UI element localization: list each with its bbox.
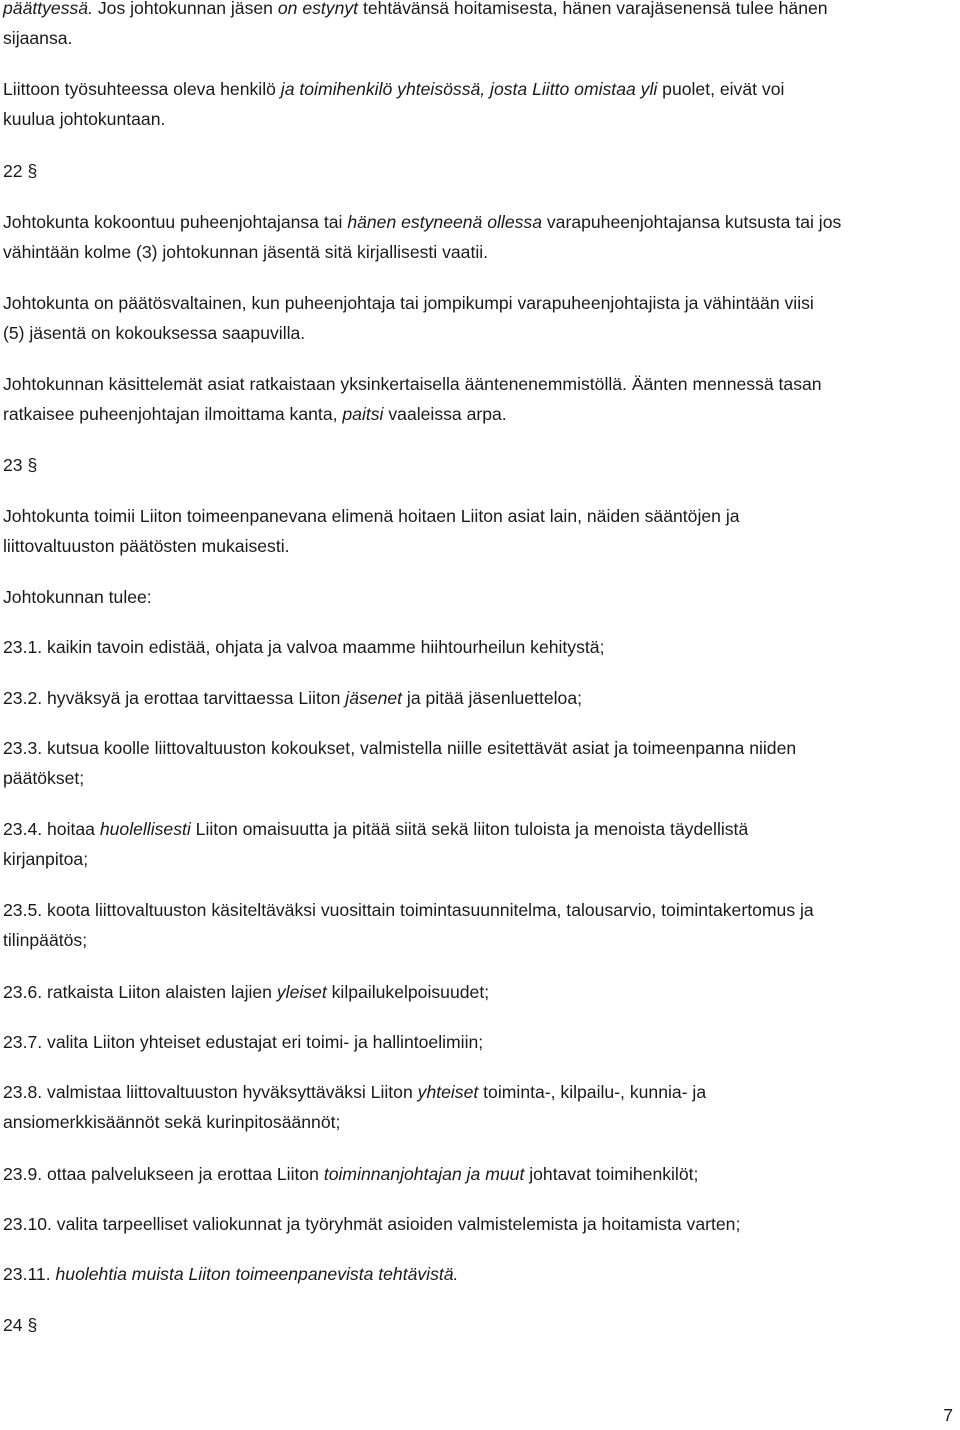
paragraph-quorum: Johtokunta on päätösvaltainen, kun puheenjohtaja tai jompikumpi varapuheenjohtajista ja vähintään viisi (5) jäsentä on kokouksessa saapuvilla. xyxy=(3,293,814,343)
list-item-23-5: 23.5. koota liittovaltuuston käsiteltäväksi vuosittain toimintasuunnitelma, talousarvio, toimintakertomus ja tilinpäätös; xyxy=(3,900,814,950)
list-item-23-7: 23.7. valita Liiton yhteiset edustajat eri toimi- ja hallintoelimiin; xyxy=(3,1032,484,1052)
list-item-23-8: 23.8. valmistaa liittovaltuuston hyväksyttäväksi Liiton yhteiset toiminta-, kilpailu-, kunnia- ja ansiomerkkisäännöt sekä kurinpitosäännöt; xyxy=(3,1082,707,1132)
list-item-23-2: 23.2. hyväksyä ja erottaa tarvittaessa Liiton jäsenet ja pitää jäsenluetteloa; xyxy=(3,688,583,708)
list-item-23-10: 23.10. valita tarpeelliset valiokunnat ja työryhmät asioiden valmistelemista ja hoitamista varten; xyxy=(3,1214,741,1234)
paragraph-substitute-member: päättyessä. Jos johtokunnan jäsen on estynyt tehtävänsä hoitamisesta, hänen varajäsenensä tulee hänen sijaansa. xyxy=(3,0,828,48)
section-heading-24: 24 § xyxy=(3,1315,38,1335)
list-item-23-9: 23.9. ottaa palvelukseen ja erottaa Liiton toiminnanjohtajan ja muut johtavat toimihenkilöt; xyxy=(3,1164,699,1184)
section-heading-23: 23 § xyxy=(3,455,38,475)
paragraph-voting: Johtokunnan käsittelemät asiat ratkaistaan yksinkertaisella ääntenenemmistöllä. Äänten mennessä tasan ratkaisee puheenjohtajan ilmoittama kanta, paitsi vaaleissa arpa. xyxy=(3,374,822,424)
list-item-23-1: 23.1. kaikin tavoin edistää, ohjata ja valvoa maamme hiihtourheilun kehitystä; xyxy=(3,637,605,657)
paragraph-board-role: Johtokunta toimii Liiton toimeenpanevana elimenä hoitaen Liiton asiat lain, näiden sääntöjen ja liittovaltuuston päätösten mukaisesti. xyxy=(3,506,740,556)
list-item-23-11: 23.11. huolehtia muista Liiton toimeenpanevista tehtävistä. xyxy=(3,1264,459,1284)
page-number: 7 xyxy=(943,1405,953,1425)
paragraph-board-meeting: Johtokunta kokoontuu puheenjohtajansa tai hänen estyneenä ollessa varapuheenjohtajansa kutsusta tai jos vähintään kolme (3) johtokunnan jäsentä sitä kirjallisesti vaatii. xyxy=(3,212,842,262)
list-item-23-3: 23.3. kutsua koolle liittovaltuuston kokoukset, valmistella niille esitettävät asiat ja toimeenpanna niiden päätökset; xyxy=(3,738,797,788)
paragraph-duties-intro: Johtokunnan tulee: xyxy=(3,587,152,607)
list-item-23-6: 23.6. ratkaista Liiton alaisten lajien yleiset kilpailukelpoisuudet; xyxy=(3,982,490,1002)
paragraph-employee-restriction: Liittoon työsuhteessa oleva henkilö ja toimihenkilö yhteisössä, josta Liitto omistaa yli puolet, eivät voi kuulua johtokuntaan. xyxy=(3,79,785,129)
list-item-23-4: 23.4. hoitaa huolellisesti Liiton omaisuutta ja pitää siitä sekä liiton tuloista ja menoista täydellistä kirjanpitoa; xyxy=(3,819,749,869)
section-heading-22: 22 § xyxy=(3,161,38,181)
